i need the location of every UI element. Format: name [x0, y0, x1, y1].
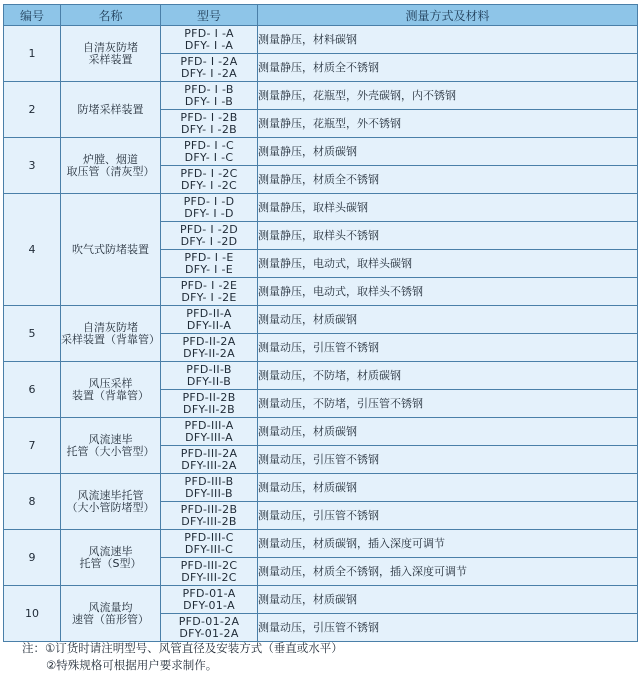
model-cell	[161, 362, 258, 390]
product-name	[61, 82, 161, 138]
model-code: PFD-01-2A	[178, 614, 240, 628]
model-code: DFY- I -2B	[181, 122, 237, 136]
method-cell: 测量静压，取样头不锈钢	[258, 222, 638, 250]
method-cell: 测量静压，电动式，取样头不锈钢	[258, 278, 638, 306]
product-name-line: 采样装置	[88, 52, 133, 66]
row-number: 6	[4, 362, 61, 418]
product-name-line: （大小管防堵型）	[66, 500, 155, 514]
row-number: 4	[4, 194, 61, 306]
table-row	[4, 26, 638, 54]
model-code: PFD- I -2A	[180, 54, 238, 68]
model-code: PFD- I -2C	[180, 166, 238, 180]
model-code: PFD-III-C	[184, 530, 234, 544]
model-cell	[161, 166, 258, 194]
model-cell	[161, 306, 258, 334]
model-code: PFD-III-2A	[180, 446, 238, 460]
model-code: PFD- I -B	[184, 82, 234, 96]
table-row	[4, 138, 638, 166]
model-code: DFY- I -2A	[181, 66, 237, 80]
model-code: DFY- I -A	[184, 38, 234, 52]
model-cell	[161, 586, 258, 614]
model-cell	[161, 194, 258, 222]
row-number: 2	[4, 82, 61, 138]
product-name-line: 风流量均	[88, 600, 133, 614]
table-row	[4, 474, 638, 502]
model-code: DFY-01-A	[183, 598, 235, 612]
model-code: DFY-II-A	[186, 318, 232, 332]
model-cell	[161, 474, 258, 502]
product-name	[61, 474, 161, 530]
model-code: DFY-II-2B	[183, 402, 235, 416]
method-cell: 测量静压，取样头碳钢	[258, 194, 638, 222]
product-name-line: 自清灰防堵	[83, 40, 138, 54]
product-name-line: 风压采样	[88, 376, 133, 390]
model-cell	[161, 530, 258, 558]
row-number: 1	[4, 26, 61, 82]
product-name-line: 托管（S型）	[79, 556, 142, 570]
product-name-line: 取压管（清灰型）	[66, 164, 155, 178]
method-cell: 测量动压，材质碳钢	[258, 418, 638, 446]
model-code: PFD-01-A	[182, 586, 236, 600]
model-code: DFY- I -C	[184, 150, 234, 164]
model-code: PFD- I -C	[184, 138, 234, 152]
method-cell: 测量动压，引压管不锈钢	[258, 446, 638, 474]
notes	[22, 640, 343, 674]
product-name-line: 装置（背靠管）	[72, 388, 149, 402]
model-cell	[161, 390, 258, 418]
model-code: PFD- I -D	[183, 194, 235, 208]
product-name-line: 速管（笛形管）	[72, 612, 149, 626]
product-name-line: 自清灰防堵	[83, 320, 138, 334]
product-name	[61, 26, 161, 82]
model-code: DFY-II-2A	[183, 346, 235, 360]
model-code: DFY-III-C	[184, 542, 234, 556]
product-name-line: 防堵采样装置	[77, 102, 144, 116]
product-name-line: 托管（大小管型）	[66, 444, 155, 458]
method-cell: 测量动压，引压管不锈钢	[258, 614, 638, 642]
method-cell: 测量静压，花瓶型，外不锈钢	[258, 110, 638, 138]
model-cell	[161, 138, 258, 166]
model-code: DFY-III-2C	[181, 570, 237, 584]
method-cell: 测量静压，花瓶型，外壳碳钢，内不锈钢	[258, 82, 638, 110]
method-cell: 测量动压，引压管不锈钢	[258, 502, 638, 530]
method-cell: 测量动压，材质碳钢	[258, 474, 638, 502]
model-code: PFD-II-2B	[182, 390, 236, 404]
product-name-line: 风流速毕	[88, 544, 133, 558]
model-code: PFD- I -2E	[180, 278, 238, 292]
model-code: DFY- I -2D	[180, 234, 238, 248]
product-name	[61, 306, 161, 362]
method-cell: 测量静压，材质全不锈钢	[258, 54, 638, 82]
header-model: 型号	[161, 5, 258, 26]
note-2: ②特殊规格可根据用户要求制作。	[46, 658, 218, 672]
method-cell: 测量动压，不防堵，材质碳钢	[258, 362, 638, 390]
table-row	[4, 194, 638, 222]
method-cell: 测量动压，不防堵，引压管不锈钢	[258, 390, 638, 418]
model-code: PFD- I -2D	[179, 222, 239, 236]
model-cell	[161, 502, 258, 530]
product-name	[61, 194, 161, 306]
model-code: DFY-III-B	[185, 486, 233, 500]
model-cell	[161, 446, 258, 474]
model-code: DFY-III-2B	[181, 514, 237, 528]
model-cell	[161, 222, 258, 250]
header-row	[4, 5, 638, 26]
method-cell: 测量动压，材质碳钢	[258, 586, 638, 614]
model-cell	[161, 54, 258, 82]
header-method: 测量方式及材料	[258, 5, 638, 26]
model-code: DFY-III-2A	[181, 458, 237, 472]
model-code: DFY-01-2A	[179, 626, 239, 640]
model-cell	[161, 278, 258, 306]
row-number: 9	[4, 530, 61, 586]
header-num: 编号	[4, 5, 61, 26]
method-cell: 测量动压，材质碳钢	[258, 306, 638, 334]
model-code: PFD-III-2B	[180, 502, 238, 516]
method-cell: 测量动压，材质碳钢，插入深度可调节	[258, 530, 638, 558]
product-name-line: 风流速毕托管	[77, 488, 144, 502]
method-cell: 测量静压，电动式，取样头碳钢	[258, 250, 638, 278]
table-body	[4, 26, 638, 642]
spec-table	[3, 4, 638, 642]
model-code: DFY- I -B	[184, 94, 234, 108]
product-name-line: 风流速毕	[88, 432, 133, 446]
model-cell	[161, 82, 258, 110]
product-name	[61, 362, 161, 418]
model-code: PFD-III-B	[184, 474, 234, 488]
model-code: PFD-III-A	[184, 418, 234, 432]
product-name	[61, 586, 161, 642]
model-cell	[161, 110, 258, 138]
header-name: 名称	[61, 5, 161, 26]
model-code: DFY- I -D	[184, 206, 234, 220]
row-number: 5	[4, 306, 61, 362]
product-name	[61, 418, 161, 474]
model-cell	[161, 334, 258, 362]
table-row	[4, 530, 638, 558]
product-name-line: 采样装置（背靠管）	[61, 332, 160, 346]
note-1: 注：①订货时请注明型号、风管直径及安装方式（垂直或水平）	[22, 641, 343, 655]
model-code: PFD-III-2C	[180, 558, 238, 572]
product-name-line: 炉膛、烟道	[83, 152, 138, 166]
method-cell: 测量静压，材质碳钢	[258, 138, 638, 166]
row-number: 3	[4, 138, 61, 194]
row-number: 10	[4, 586, 61, 642]
model-code: DFY-II-B	[186, 374, 232, 388]
row-number: 8	[4, 474, 61, 530]
model-code: DFY- I -2C	[180, 178, 238, 192]
model-code: PFD-II-A	[186, 306, 232, 320]
method-cell: 测量动压，引压管不锈钢	[258, 334, 638, 362]
model-code: PFD- I -A	[184, 26, 234, 40]
model-cell	[161, 26, 258, 54]
product-name	[61, 530, 161, 586]
model-cell	[161, 614, 258, 642]
model-cell	[161, 558, 258, 586]
row-number: 7	[4, 418, 61, 474]
model-code: PFD-II-B	[186, 362, 232, 376]
product-name-line: 吹气式防堵装置	[72, 242, 149, 256]
model-code: DFY- I -2E	[181, 290, 237, 304]
table-row	[4, 306, 638, 334]
method-cell: 测量静压，材料碳钢	[258, 26, 638, 54]
model-code: PFD- I -2B	[180, 110, 238, 124]
table-row	[4, 586, 638, 614]
model-code: PFD- I -E	[184, 250, 234, 264]
method-cell: 测量动压，材质全不锈钢，插入深度可调节	[258, 558, 638, 586]
table-row	[4, 82, 638, 110]
product-name	[61, 138, 161, 194]
table-row	[4, 362, 638, 390]
model-cell	[161, 250, 258, 278]
method-cell: 测量静压，材质全不锈钢	[258, 166, 638, 194]
model-cell	[161, 418, 258, 446]
model-code: PFD-II-2A	[182, 334, 236, 348]
model-code: DFY-III-A	[185, 430, 233, 444]
table-row	[4, 418, 638, 446]
model-code: DFY- I -E	[184, 262, 234, 276]
